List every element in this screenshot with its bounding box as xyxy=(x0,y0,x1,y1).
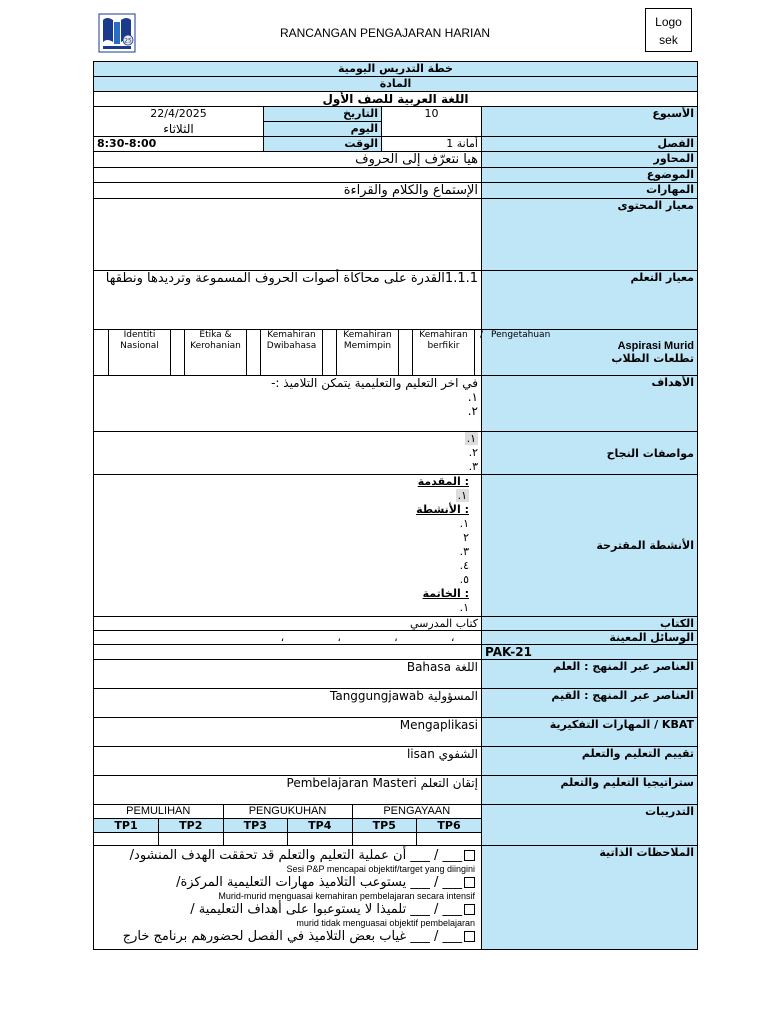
aspiration-ethics: Etika & Kerohanian xyxy=(185,330,247,375)
tp-input[interactable] xyxy=(352,832,417,845)
reflection-item: ___ / ___ أن عملية التعليم والتعلم قد تحققت الهدف المنشود/ Sesi P&P mencapai objektif/target yang diingini xyxy=(129,848,475,874)
tp-level: TP5 xyxy=(352,818,417,832)
tp-input[interactable] xyxy=(94,832,159,845)
aspiration-national-identity: Identiti Nasional xyxy=(120,330,159,351)
time-value: 8:30-8:00 xyxy=(94,137,264,152)
tp-level: TP2 xyxy=(159,818,224,832)
aspiration-knowledge: Pengetahuan xyxy=(489,330,551,375)
date-value: 22/4/2025 xyxy=(94,107,264,122)
tp-level: TP3 xyxy=(223,818,288,832)
aspiration-leadership: Kemahiran Memimpin xyxy=(337,330,399,375)
kbat-value: Mengaplikasi xyxy=(94,718,482,747)
aspiration-label: Aspirasi Murid تطلعات الطلاب xyxy=(482,330,698,376)
tp-input[interactable] xyxy=(159,832,224,845)
lesson-plan-table xyxy=(93,61,698,950)
cross-values-value: المسؤولية Tanggungjawab xyxy=(94,689,482,718)
objectives-label: الأهداف xyxy=(482,376,698,432)
learning-standard-label: معيار التعلم xyxy=(482,271,698,330)
checkbox-icon[interactable] xyxy=(464,931,475,942)
plan-title: خطة التدريس اليومية xyxy=(94,62,698,77)
document-title: RANCANGAN PENGAJARAN HARIAN xyxy=(279,26,491,40)
topic-value xyxy=(94,168,482,183)
checkbox-icon[interactable] xyxy=(464,877,475,888)
tp-grid xyxy=(94,805,481,845)
cross-values-label: العناصر عبر المنهج : القيم xyxy=(482,689,698,718)
aspiration-check[interactable]: / xyxy=(475,330,489,375)
emblem-number: 25 xyxy=(124,37,132,45)
pak21-value xyxy=(94,645,482,660)
tp-cell xyxy=(94,805,482,846)
date-label: التاريخ اليوم xyxy=(264,107,382,137)
book-value: كتاب المدرسي xyxy=(94,617,482,631)
strategy-label: ستراتيجيا التعليم والتعلم xyxy=(482,776,698,805)
reflection-item: ___ / ___ تلميذا لا يستوعبوا على أهداف التعليمية / murid tidak menguasai objektif pembelajaran xyxy=(190,902,475,928)
subject-label: المادة xyxy=(94,77,698,92)
week-value: 10 xyxy=(382,107,482,137)
school-logo-placeholder: Logo sek xyxy=(645,8,692,52)
tp-input[interactable] xyxy=(288,832,353,845)
tp-level: TP4 xyxy=(288,818,353,832)
kbat-label: KBAT / المهارات التفكيرية xyxy=(482,718,698,747)
reflection-value xyxy=(94,846,482,950)
pak21-label: PAK-21 xyxy=(482,645,698,660)
learning-standard-value: 1.1.1القدرة على محاكاة أصوات الحروف المسموعة وترديدها ونطقها xyxy=(94,271,482,330)
subject-value: اللغة العربية للصف الأول xyxy=(94,92,698,107)
assessment-value: الشفوي lisan xyxy=(94,747,482,776)
skills-value: الإستماع والكلام والقراءة xyxy=(94,183,482,199)
success-criteria-label: مواصفات النجاح xyxy=(482,432,698,475)
time-label: الوقت xyxy=(264,137,382,152)
tp-label: التدريبات xyxy=(482,805,698,846)
theme-label: المحاور xyxy=(482,152,698,168)
aspiration-check[interactable] xyxy=(323,330,337,375)
checkbox-icon[interactable] xyxy=(464,850,475,861)
class-label: الفصل xyxy=(482,137,698,152)
aspiration-check[interactable] xyxy=(171,330,185,375)
aspirations-cell xyxy=(94,330,551,376)
book-label: الكتاب xyxy=(482,617,698,631)
tp-level: TP6 xyxy=(417,818,482,832)
aids-value: ، ، ، ، xyxy=(94,631,482,645)
checkbox-icon[interactable] xyxy=(464,904,475,915)
tp-input[interactable] xyxy=(417,832,482,845)
reflection-item: ___ / ___ غياب بعض التلاميذ في الفصل لحضورهم برنامج خارج xyxy=(97,929,475,945)
tp-group-enrichment: PENGAYAAN xyxy=(352,805,481,818)
content-standard-label: معيار المحتوى xyxy=(482,199,698,271)
aspiration-bilingual: Kemahiran Dwibahasa xyxy=(261,330,323,375)
assessment-label: تقييم التعليم والتعلم xyxy=(482,747,698,776)
aids-label: الوسائل المعينة xyxy=(482,631,698,645)
tp-group-remedial: PEMULIHAN xyxy=(126,805,191,817)
week-label: الأسبوع xyxy=(482,107,698,137)
tp-level: TP1 xyxy=(94,818,159,832)
theme-value: هيا نتعرّف إلى الحروف xyxy=(94,152,482,168)
topic-label: الموضوع xyxy=(482,168,698,183)
cross-knowledge-label: العناصر عبر المنهج : العلم xyxy=(482,660,698,689)
activities-value: : المقدمة ١. : الأنشطة ١. ٢ ٣. ٤. ٥. : الخاتمة ١. xyxy=(94,475,482,617)
aspiration-thinking: Kemahiran berfikir xyxy=(413,330,475,375)
tp-group-reinforcement: PENGUKUHAN xyxy=(223,805,352,818)
strategy-value: إتقان التعلم Pembelajaran Masteri xyxy=(94,776,482,805)
aspiration-check[interactable] xyxy=(247,330,261,375)
day-value: الثلاثاء xyxy=(94,122,264,137)
class-value: أمانة 1 xyxy=(382,137,482,152)
reflection-label: الملاحظات الذاتية xyxy=(482,846,698,950)
tp-input[interactable] xyxy=(223,832,288,845)
success-criteria-value: ١. ٢. ٣. xyxy=(94,432,482,475)
cross-knowledge-value: اللغة Bahasa xyxy=(94,660,482,689)
skills-label: المهارات xyxy=(482,183,698,199)
aspiration-check[interactable] xyxy=(399,330,413,375)
reflection-item: ___ / ___ يستوعب التلاميذ مهارات التعليمية المركزة/ Murid-murid menguasai kemahiran pembelajaran secara intensif xyxy=(176,875,475,901)
objectives-value: في اخر التعليم والتعليمية يتمكن التلاميذ :- ١. ٢. xyxy=(94,376,482,432)
school-emblem-icon xyxy=(97,12,137,54)
activities-label: الأنشطة المقترحة xyxy=(482,475,698,617)
content-standard-value xyxy=(94,199,482,271)
